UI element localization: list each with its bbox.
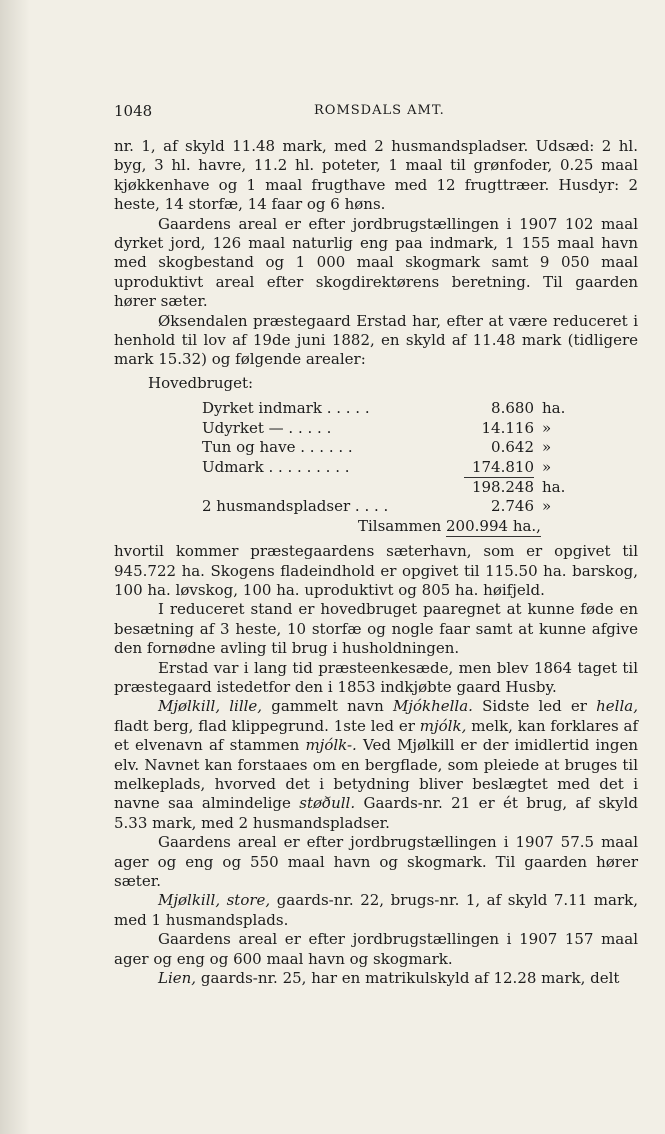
paragraph-areal-gnr22: Gaardens areal er efter jordbrugstællingen i 1907 157 maal ager og eng og 600 maal havn og skogmark. (114, 930, 638, 968)
table-label: Hovedbruget: (148, 373, 254, 392)
paragraph-mjolkill-store: Mjølkill, store, gaards-nr. 22, brugs-nr. 1, af skyld 7.11 mark, med 1 husmandsplads. (114, 891, 638, 929)
paragraph-oksendalen: Øksendalen præstegaard Erstad har, efter at være reduceret i henhold til lov af 19de juni 1882, en skyld af 11.48 mark (tidligere mark 15.32) og følgende arealer: (114, 311, 638, 369)
table-row: Dyrket indmark . . . . . 8.680 ha. (202, 399, 566, 418)
total-label: Tilsammen (358, 516, 442, 535)
area-table (202, 399, 582, 516)
subtotal-row: 198.248 ha. (202, 477, 582, 497)
area-table-block (114, 374, 638, 536)
total-value: 200.994 ha., (446, 516, 541, 535)
paragraph-areal-1907: Gaardens areal er efter jordbrugstællingen i 1907 102 maal dyrket jord, 126 maal naturlig eng paa indmark, 1 155 maal havn med skogbestand og 1 000 maal skogmark samt 9 050 maal uproduktivt areal efter skogdirektørens beretning. Til gaarden hører sæter. (114, 214, 638, 311)
table-row: Udyrket — . . . . . 14.116 » (202, 418, 552, 437)
running-title: ROMSDALS AMT. (314, 103, 445, 118)
paragraph-continued: nr. 1, af skyld 11.48 mark, med 2 husmandspladser. Udsæd: 2 hl. byg, 3 hl. havre, 11.2 hl. poteter, 1 maal til grønfoder, 0.25 maal kjøkkenhave og 1 maal frugthave med 12 frugttræer. Husdyr: 2 heste, 14 storfæ, 14 faar og 6 høns. (114, 137, 638, 214)
paragraph-lien: Lien, gaards-nr. 25, har en matrikulskyld af 12.28 mark, delt (158, 969, 620, 988)
table-row: Tun og have . . . . . . 0.642 » (202, 438, 552, 457)
paragraph-erstad: Erstad var i lang tid præsteenkesæde, men blev 1864 taget til præstegaard istedetfor den i 1853 indkjøbte gaard Husby. (114, 658, 638, 696)
page-edge-shadow (0, 0, 30, 1134)
total-line (114, 517, 638, 536)
table-row: Udmark . . . . . . . . . 174.810 » (202, 457, 552, 476)
page-number: 1048 (114, 102, 153, 120)
paragraph-reduceret: I reduceret stand er hovedbruget paaregnet at kunne føde en besætning af 3 heste, 10 storfæ og nogle faar samt at kunne afgive den fornødne avling til brug i husholdningen. (114, 600, 638, 658)
body-text (114, 137, 638, 988)
paragraph-hvortil: hvortil kommer præstegaardens sæterhavn, som er opgivet til 945.722 ha. Skogens fladeindhold er opgivet til 115.50 ha. barskog, 100 ha. løvskog, 100 ha. uproduktivt og 805 ha. høifjeld. (114, 542, 638, 599)
paragraph-mjolkill-lille: Mjølkill, lille, gammelt navn Mjókhella. Sidste led er hella, fladt berg, flad klippegrund. 1ste led er mjólk, melk, kan forklares af et elvenavn af stammen mjólk-. Ved Mjølkill er der imidlertid ingen elv. Navnet kan forstaaes om en bergflade, som pleiede at bruges til melkeplads, hvorved det i betydning bliver beslægtet med det i navne saa almindelige støðull. Gaards-nr. 21 er ét brug, af skyld 5.33 mark, med 2 husmandspladser. (114, 697, 639, 832)
husmand-row: 2 husmandspladser . . . . 2.746 » (202, 497, 552, 516)
paragraph-areal-gnr21: Gaardens areal er efter jordbrugstællingen i 1907 57.5 maal ager og eng og 550 maal havn og skogmark. Til gaarden hører sæter. (114, 833, 638, 891)
